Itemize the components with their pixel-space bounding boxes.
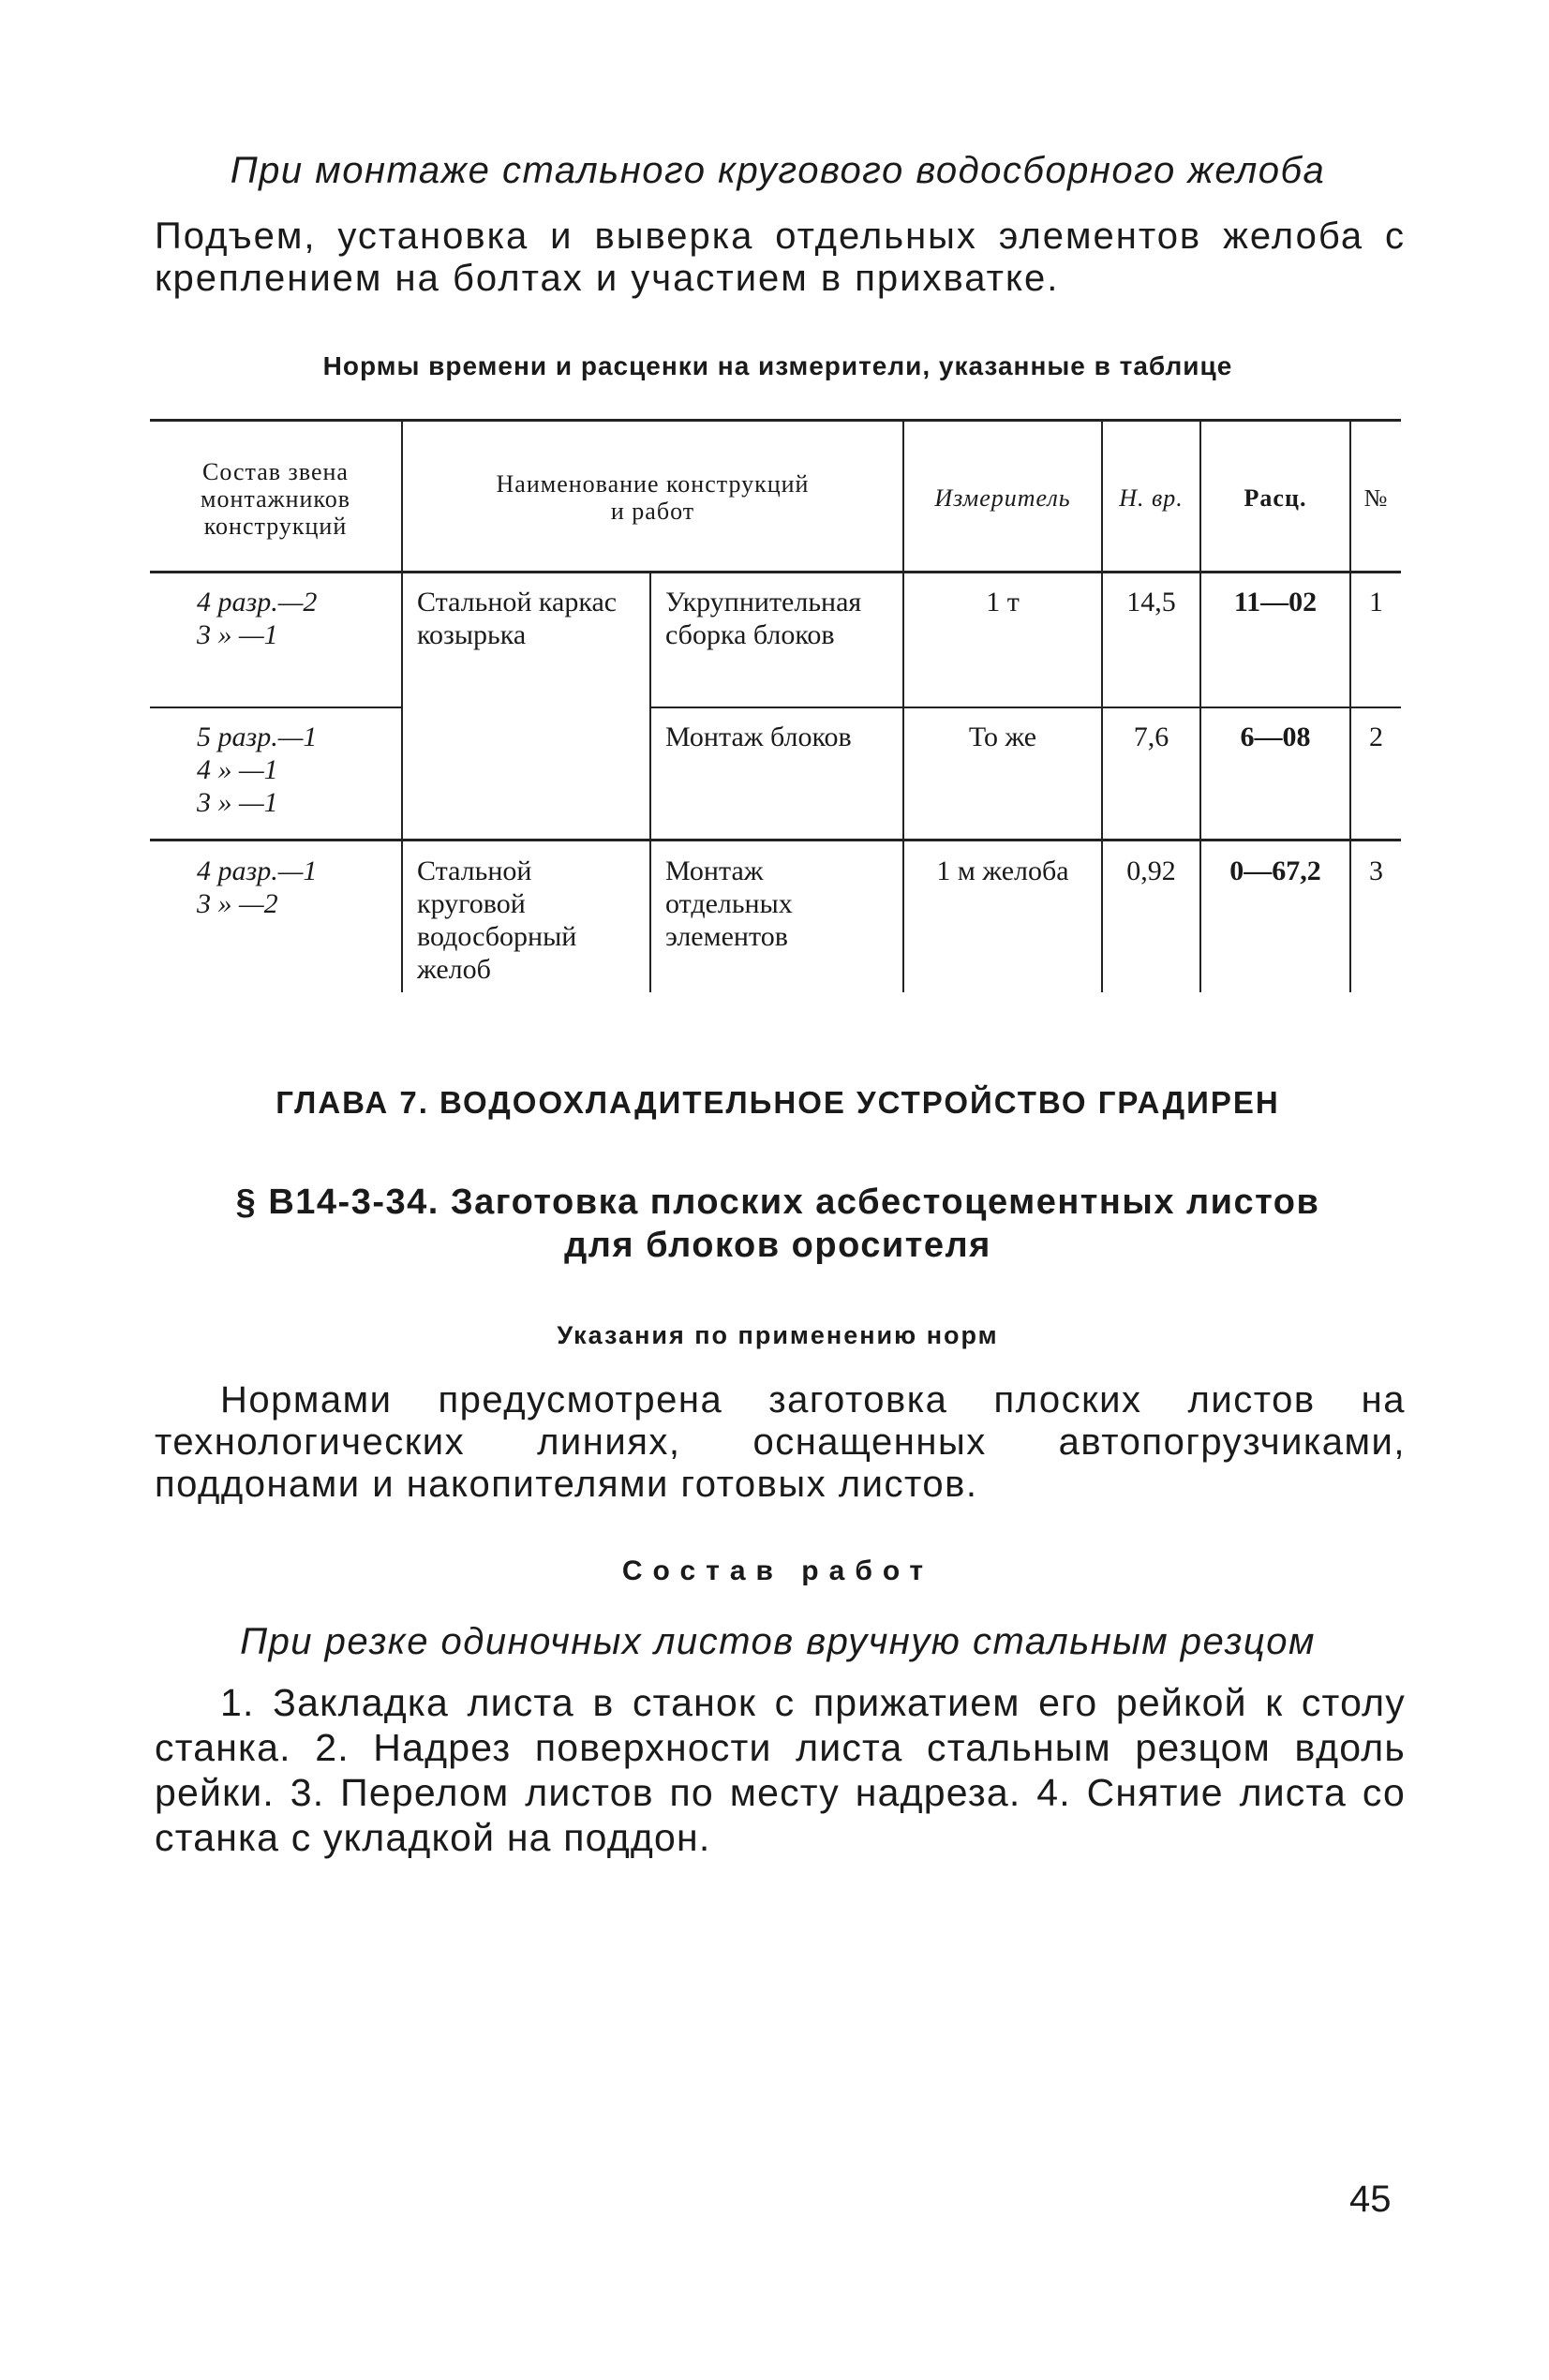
table-caption: Нормы времени и расценки на измерители, указанные в таблице — [322, 351, 1233, 380]
row3-rate: 0—67,2 — [1229, 855, 1321, 886]
row2-work: Монтаж блоков — [665, 721, 852, 752]
row3-no: 3 — [1369, 855, 1383, 886]
row1-rate: 11—02 — [1233, 587, 1318, 617]
row3-work: Монтаж отдельных элементов — [665, 855, 793, 952]
row1-unit: 1 т — [986, 587, 1020, 617]
intro-text: Подъем, установка и выверка отдельных элементов желоба с креплением на болтах и участием в прихватке. — [155, 216, 1406, 299]
row2-rate: 6—08 — [1240, 721, 1311, 752]
row3-structure: Стальной круговой водосборный желоб — [417, 855, 577, 985]
row1-no: 1 — [1369, 587, 1383, 617]
work-heading: Состав работ — [621, 1555, 934, 1586]
instructions-text: Нормами предусмотрена заготовка плоских листов на технологических линиях, оснащенных автопогрузчиками, поддонами и накопителями готовых листов. — [155, 1379, 1406, 1505]
header-rate: Расц. — [1244, 484, 1307, 512]
section-title-line2: для блоков оросителя — [564, 1226, 991, 1265]
section-title-line1: § В14-3-34. Заготовка плоских асбестоцементных листов — [235, 1183, 1320, 1222]
row3-crew: 4 разр.—1 3 » —2 — [197, 855, 318, 919]
header-name: Наименование конструкций и работ — [496, 470, 810, 525]
row2-no: 2 — [1369, 721, 1383, 752]
row3-unit: 1 м желоба — [936, 855, 1069, 886]
chapter-title: ГЛАВА 7. ВОДООХЛАДИТЕЛЬНОЕ УСТРОЙСТВО ГРАДИРЕН — [276, 1085, 1280, 1120]
header-unit: Измеритель — [934, 484, 1071, 512]
intro-subtitle: При монтаже стального кругового водосборного желоба — [230, 150, 1326, 191]
work-subtitle: При резке одиночных листов вручную стальным резцом — [240, 1621, 1316, 1662]
row2-unit: То же — [968, 721, 1037, 752]
header-crew: Состав звена монтажников конструкций — [201, 458, 350, 540]
instructions-heading: Указания по применению норм — [557, 1321, 999, 1349]
header-norm: Н. вр. — [1119, 484, 1184, 512]
header-no: № — [1363, 484, 1389, 512]
row3-norm: 0,92 — [1126, 855, 1176, 886]
row1-structure: Стальной каркас козырька — [417, 587, 618, 650]
work-text: 1. Закладка листа в станок с прижатием его рейкой к столу станка. 2. Надрез поверхности листа стальным резцом вдоль рейки. 3. Перелом листов по месту надреза. 4. Снятие листа со станка с укладкой на поддон. — [155, 1681, 1406, 1859]
row1-norm: 14,5 — [1126, 587, 1176, 617]
norms-table — [150, 419, 1401, 992]
row1-crew: 4 разр.—2 3 » —1 — [197, 587, 318, 650]
row1-work: Укрупнительная сборка блоков — [665, 587, 862, 650]
row2-norm: 7,6 — [1133, 721, 1169, 752]
page-number: 45 — [1349, 2179, 1392, 2220]
row2-crew: 5 разр.—1 4 » —1 3 » —1 — [197, 721, 318, 818]
